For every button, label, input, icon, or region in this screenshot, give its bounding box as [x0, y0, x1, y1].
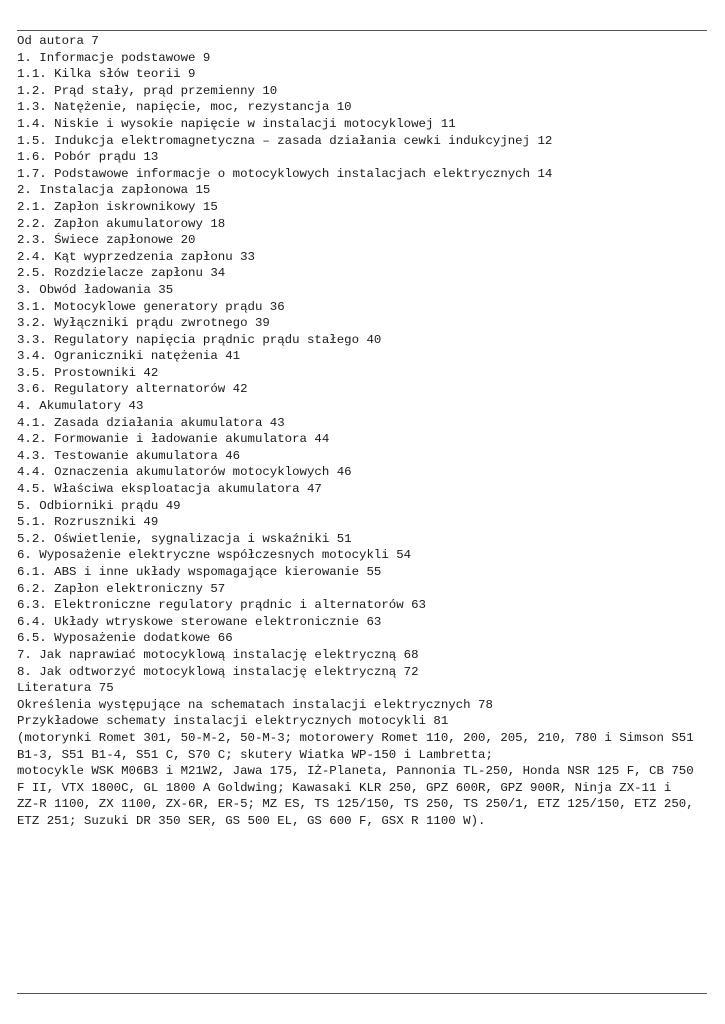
toc-line: B1-3, S51 B1-4, S51 C, S70 C; skutery Wiatka WP-150 i Lambretta; — [17, 747, 493, 762]
toc-line: 3.1. Motocyklowe generatory prądu 36 — [17, 299, 285, 314]
toc-line: 1.6. Pobór prądu 13 — [17, 150, 159, 165]
toc-line: Literatura 75 — [17, 681, 114, 696]
toc-line: 3.6. Regulatory alternatorów 42 — [17, 382, 248, 397]
toc-line: 4.1. Zasada działania akumulatora 43 — [17, 415, 285, 430]
toc-line: Określenia występujące na schematach instalacji elektrycznych 78 — [17, 697, 493, 712]
toc-line: 3.3. Regulatory napięcia prądnic prądu stałego 40 — [17, 332, 382, 347]
toc-line: 3. Obwód ładowania 35 — [17, 282, 174, 297]
toc-line: F II, VTX 1800C, GL 1800 A Goldwing; Kawasaki KLR 250, GPZ 600R, GPZ 900R, Ninja ZX-11 i — [17, 780, 672, 795]
toc-line: 1.1. Kilka słów teorii 9 — [17, 67, 196, 82]
toc-line: 3.5. Prostowniki 42 — [17, 365, 159, 380]
toc-line: 1. Informacje podstawowe 9 — [17, 50, 211, 65]
toc-line: 6.1. ABS i inne układy wspomagające kierowanie 55 — [17, 565, 382, 579]
toc-line: ETZ 251; Suzuki DR 350 SER, GS 500 EL, GS 600 F, GSX R 1100 W). — [17, 813, 486, 828]
toc-line: 5. Odbiorniki prądu 49 — [17, 498, 181, 513]
toc-line: Przykładowe schematy instalacji elektrycznych motocykli 81 — [17, 714, 449, 729]
toc-line: 8. Jak odtworzyć motocyklową instalację elektryczną 72 — [17, 664, 419, 679]
toc-line: 1.4. Niskie i wysokie napięcie w instalacji motocyklowej 11 — [17, 116, 456, 131]
toc-line: 2.5. Rozdzielacze zapłonu 34 — [17, 266, 226, 281]
toc-line: 5.2. Oświetlenie, sygnalizacja i wskaźniki 51 — [17, 531, 352, 546]
toc-line: 3.2. Wyłączniki prądu zwrotnego 39 — [17, 316, 270, 331]
toc-line: 6.3. Elektroniczne regulatory prądnic i alternatorów 63 — [17, 598, 426, 613]
toc-line: ZZ-R 1100, ZX 1100, ZX-6R, ER-5; MZ ES, TS 125/150, TS 250, TS 250/1, ETZ 125/150, ETZ 250, — [17, 797, 694, 812]
toc-line: 4.4. Oznaczenia akumulatorów motocyklowych 46 — [17, 465, 352, 480]
toc-line: 2.3. Świece zapłonowe 20 — [17, 233, 196, 248]
toc-line: 6.5. Wyposażenie dodatkowe 66 — [17, 631, 233, 646]
toc-line: 5.1. Rozruszniki 49 — [17, 515, 159, 530]
toc-line: 1.2. Prąd stały, prąd przemienny 10 — [17, 83, 278, 98]
toc-line: 2. Instalacja zapłonowa 15 — [17, 183, 211, 198]
toc-line: 4.5. Właściwa eksploatacja akumulatora 47 — [17, 482, 322, 497]
table-of-contents — [17, 33, 712, 830]
toc-line: motocykle WSK M06B3 i M21W2, Jawa 175, IŻ-Planeta, Pannonia TL-250, Honda NSR 125 F, CB 750 — [17, 764, 694, 779]
toc-line: 2.1. Zapłon iskrownikowy 15 — [17, 199, 218, 214]
toc-line: 6.4. Układy wtryskowe sterowane elektronicznie 63 — [17, 614, 382, 629]
toc-line: 7. Jak naprawiać motocyklową instalację elektryczną 68 — [17, 647, 419, 662]
toc-line: 6.2. Zapłon elektroniczny 57 — [17, 581, 226, 596]
toc-line: 1.7. Podstawowe informacje o motocyklowych instalacjach elektrycznych 14 — [17, 166, 553, 181]
toc-line: 4. Akumulatory 43 — [17, 399, 144, 414]
toc-line: 1.3. Natężenie, napięcie, moc, rezystancja 10 — [17, 100, 352, 115]
toc-line: 2.4. Kąt wyprzedzenia zapłonu 33 — [17, 249, 255, 264]
toc-line: 6. Wyposażenie elektryczne współczesnych motocykli 54 — [17, 548, 412, 563]
toc-line: 2.2. Zapłon akumulatorowy 18 — [17, 216, 226, 231]
toc-line: 1.5. Indukcja elektromagnetyczna – zasada działania cewki indukcyjnej 12 — [17, 133, 553, 148]
toc-line: 4.2. Formowanie i ładowanie akumulatora 44 — [17, 432, 330, 447]
top-rule — [17, 30, 707, 31]
toc-line: (motorynki Romet 301, 50-M-2, 50-M-3; motorowery Romet 110, 200, 205, 210, 780 i Simson S51 — [17, 730, 694, 745]
bottom-rule — [17, 993, 707, 994]
toc-line: Od autora 7 — [17, 34, 99, 48]
toc-line: 3.4. Ograniczniki natężenia 41 — [17, 349, 241, 364]
toc-line: 4.3. Testowanie akumulatora 46 — [17, 448, 241, 463]
